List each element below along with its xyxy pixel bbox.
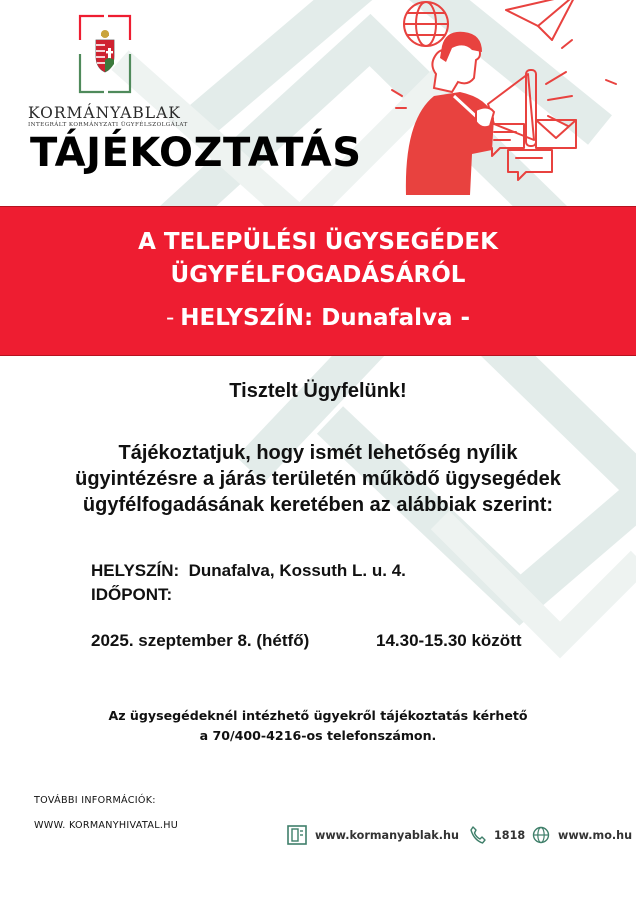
footer-link-phone[interactable]	[470, 824, 525, 846]
banner-line-2: ÜGYFÉLFOGADÁSÁRÓL	[170, 262, 466, 288]
time-label: IDŐPONT:	[91, 585, 173, 604]
intro-paragraph	[20, 440, 616, 518]
banner-location-text: HELYSZÍN: Dunafalva -	[180, 305, 471, 331]
intro-line: ügyintézésre a járás területén működő ügysegédek	[75, 468, 561, 490]
org-name: KORMÁNYABLAK	[28, 104, 181, 122]
title-banner	[0, 206, 636, 356]
location-label: HELYSZÍN:	[91, 561, 180, 580]
note-line: Az ügysegédeknél intézhető ügyekről tájékoztatás kérhető	[108, 708, 528, 723]
event-date: 2025. szeptember 8. (hétfő)	[91, 631, 310, 650]
globe-icon	[532, 826, 550, 844]
banner-location	[0, 303, 636, 333]
intro-line: ügyfélfogadásának keretében az alábbiak szerint:	[82, 494, 554, 516]
megaphone-person-illustration	[376, 0, 636, 195]
footer-link-kormanyablak[interactable]	[287, 824, 459, 846]
greeting: Tisztelt Ügyfelünk!	[229, 380, 407, 402]
note-line: a 70/400-4216-os telefonszámon.	[199, 728, 437, 743]
page-title: TÁJÉKOZTATÁS	[30, 130, 362, 176]
coat-of-arms-logo	[78, 14, 132, 94]
footer-link-label: www.mo.hu	[558, 828, 633, 842]
footer-link-label: www.kormanyablak.hu	[315, 828, 459, 842]
event-hours: 14.30-15.30 között	[376, 631, 522, 650]
footer-link-mo[interactable]	[532, 824, 632, 846]
contact-note	[0, 706, 636, 746]
more-info-url[interactable]: WWW. KORMANYHIVATAL.HU	[34, 820, 179, 831]
location-value: Dunafalva, Kossuth L. u. 4.	[188, 561, 406, 580]
footer-link-label: 1818	[494, 828, 526, 842]
more-info-label: TOVÁBBI INFORMÁCIÓK:	[34, 795, 156, 806]
banner-dash: -	[165, 305, 175, 331]
intro-line: Tájékoztatjuk, hogy ismét lehetőség nyílik	[118, 442, 518, 464]
org-subtitle: INTEGRÁLT KORMÁNYZATI ÜGYFÉLSZOLGÁLAT	[28, 122, 188, 128]
document-icon	[287, 825, 307, 845]
location-row	[91, 561, 406, 581]
banner-line-1: A TELEPÜLÉSI ÜGYSEGÉDEK	[138, 229, 498, 255]
phone-icon	[470, 826, 486, 844]
